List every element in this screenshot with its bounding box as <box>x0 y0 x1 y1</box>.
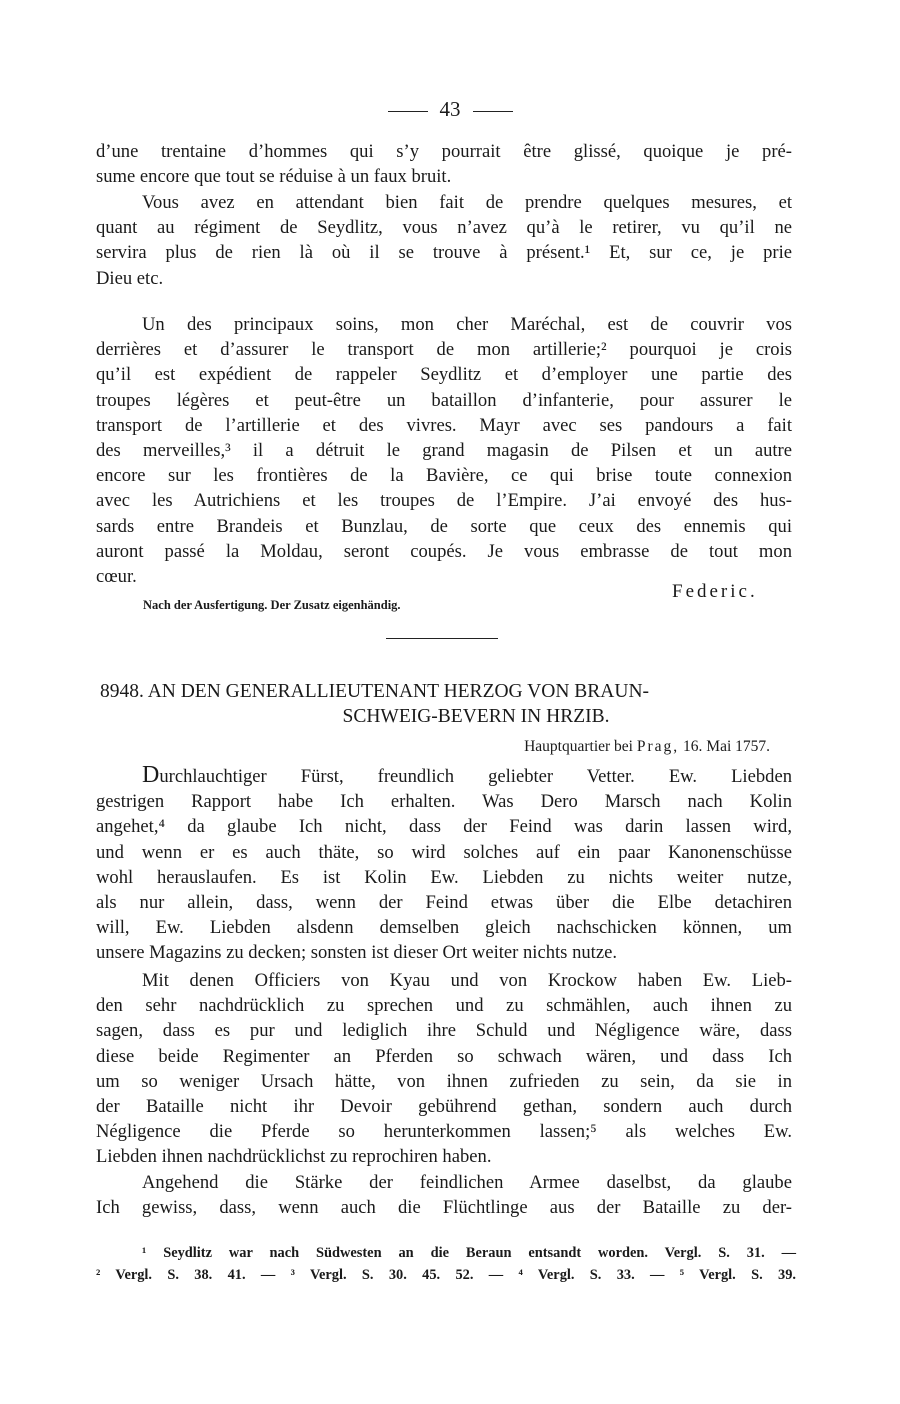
text-line: Angehend die Stärke der feindlichen Armee daselbst, da glaube <box>142 1172 792 1193</box>
letter2-heading <box>100 679 792 729</box>
text-line: qu’il est expédient de rappeler Seydlitz et d’employer une partie des <box>96 364 792 386</box>
source-note: Nach der Ausfertigung. Der Zusatz eigenhändig. <box>143 598 401 612</box>
text-line: und wenn er es auch thäte, so wird solches auf ein paar Kanonenschüsse <box>96 841 792 863</box>
heading-line-2: SCHWEIG-BEVERN IN HRZIB. <box>342 706 610 727</box>
text-line: encore sur les frontières de la Bavière, ce qui brise toute connexion <box>96 465 792 487</box>
text-line: unsere Magazins zu decken; sonsten ist dieser Ort weiter nichts nutze. <box>96 942 617 964</box>
text-line: avec les Autrichiens et les troupes de l’Empire. J’ai envoyé des hus- <box>96 490 792 512</box>
header-rule-right <box>473 111 513 112</box>
text-line: Vous avez en attendant bien fait de prendre quelques mesures, et <box>142 192 792 213</box>
text-line: derrières et d’assurer le transport de mon artillerie;² pourquoi je crois <box>96 339 792 361</box>
text-line: der Bataille nicht ihr Devoir gebührend gethan, sondern auch durch <box>96 1096 792 1118</box>
text-line: um so weniger Ursach hätte, von ihnen zufrieden zu sein, da sie in <box>96 1070 792 1092</box>
text-line: wohl herauslaufen. Es ist Kolin Ew. Liebden zu nichts weiter nutze, <box>96 866 792 888</box>
text-line: d’une trentaine d’hommes qui s’y pourrait être glissé, quoique je pré- <box>96 141 792 162</box>
header-rule-left <box>388 111 428 112</box>
place-date-line <box>440 738 770 756</box>
text-line: will, Ew. Liebden alsdenn demselben gleich nachschicken können, um <box>96 917 792 939</box>
text-line: diese beide Regimenter an Pferden so schwach wären, und dass Ich <box>96 1045 792 1067</box>
signature: Federic. <box>672 581 758 602</box>
text-line: Mit denen Officiers von Kyau und von Krockow haben Ew. Lieb- <box>142 970 792 991</box>
text-line: Un des principaux soins, mon cher Maréchal, est de couvrir vos <box>142 314 792 335</box>
letter-date: 16. Mai 1757. <box>683 738 770 755</box>
text-line: Liebden ihnen nachdrücklichst zu reprochiren haben. <box>96 1146 492 1168</box>
page-number: 43 <box>439 97 461 121</box>
text-line: angehet,⁴ da glaube Ich nicht, dass der Feind was darin lassen wird, <box>96 816 792 838</box>
letter2-paragraph-2 <box>96 968 792 1170</box>
text-line: transport de l’artillerie et des vivres. Mayr avec ses pandours a fait <box>96 414 792 436</box>
letter1-paragraph-3 <box>96 312 792 589</box>
text-line: Dieu etc. <box>96 267 164 289</box>
heading-line-1 <box>100 679 792 704</box>
text-line: Négligence die Pferde so herunterkommen lassen;⁵ als welches Ew. <box>96 1121 792 1143</box>
footnote-line: ¹ Seydlitz war nach Südwesten an die Beraun entsandt worden. Vergl. S. 31. — <box>142 1245 796 1261</box>
text-line: troupes légères et peut-être un bataillon d’infanterie, pour assurer le <box>96 389 792 411</box>
text-line: gestrigen Rapport habe Ich erhalten. Was Dero Marsch nach Kolin <box>96 791 792 813</box>
text-line-first <box>96 763 792 789</box>
text-line: sagen, dass es pur und lediglich ihre Schuld und Négligence wäre, dass <box>96 1020 792 1042</box>
place-prefix: Hauptquartier bei <box>524 738 633 755</box>
footnotes <box>96 1242 796 1286</box>
text-line: servira plus de rien là où il se trouve à présent.¹ Et, sur ce, je prie <box>96 242 792 264</box>
page-header <box>0 97 900 122</box>
place-name: Prag, <box>636 738 680 755</box>
text-line: sards entre Brandeis et Bunzlau, de sorte que ceux des ennemis qui <box>96 515 792 537</box>
text-line: auront passé la Moldau, seront coupés. Je vous embrasse de tout mon <box>96 540 792 562</box>
text-line: des merveilles,³ il a détruit le grand magasin de Pilsen et un autre <box>96 440 792 462</box>
text-line: den sehr nachdrücklich zu sprechen und zu schmählen, auch ihnen zu <box>96 995 792 1017</box>
text-line: urchlauchtiger Fürst, freundlich geliebter Vetter. Ew. Liebden <box>159 766 792 787</box>
footnote-line: ² Vergl. S. 38. 41. — ³ Vergl. S. 30. 45. 52. — ⁴ Vergl. S. 33. — ⁵ Vergl. S. 39. <box>96 1267 796 1283</box>
text-line: als nur allein, dass, wenn der Feind etwas über die Elbe detachiren <box>96 892 792 914</box>
letter1-paragraph-2 <box>96 190 792 291</box>
letter-number: 8948. <box>100 681 144 702</box>
text-line: sume encore que tout se réduise à un faux bruit. <box>96 166 452 188</box>
letter1-paragraph-1 <box>96 139 792 189</box>
letter2-paragraph-1 <box>96 763 792 966</box>
letter2-paragraph-3 <box>96 1170 792 1220</box>
section-separator <box>386 638 498 639</box>
text-line: Ich gewiss, dass, wenn auch die Flüchtlinge aus der Bataille zu der- <box>96 1197 792 1219</box>
text-line: quant au régiment de Seydlitz, vous n’avez qu’à le retirer, vu qu’il ne <box>96 217 792 239</box>
heading-text-1: AN DEN GENERALLIEUTENANT HERZOG VON BRAUN- <box>147 681 650 702</box>
initial-letter: D <box>142 762 160 788</box>
text-line: cœur. <box>96 566 137 588</box>
